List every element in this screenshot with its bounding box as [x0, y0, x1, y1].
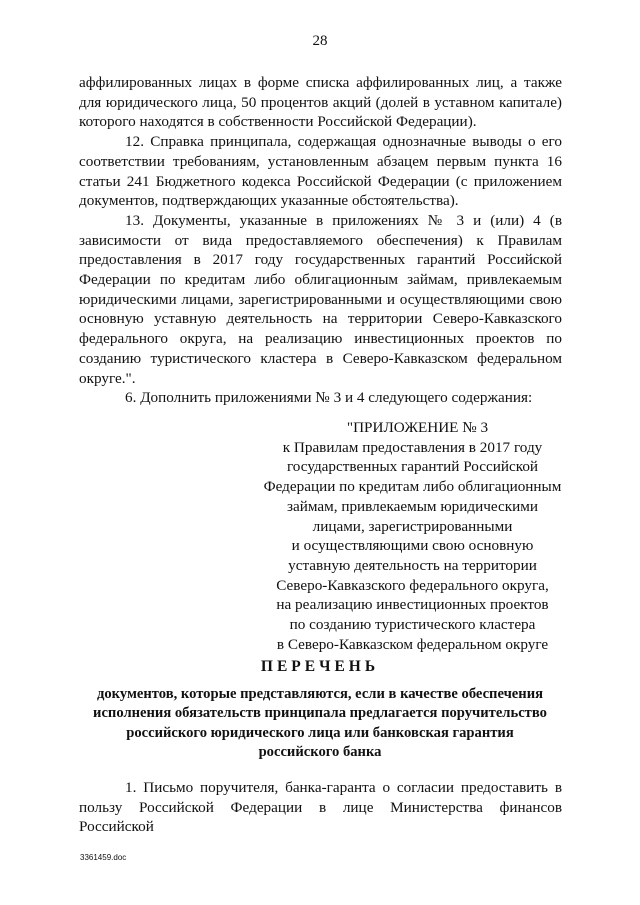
paragraph-item-13: 13. Документы, указанные в приложениях № 3 и (или) 4 (в зависимости от вида предоставляемого обеспечения) к Правилам предоставления в 2017 году государственных гарантий Российской Федерации по кредитам либо облигационным займам, привлекаемым юридическими лицами, зарегистрированными и осуществляющими свою основную уставную деятельность на территории Северо-Кавказского федерального округа, на реализацию инвестиционных проектов по созданию туристического кластера в Северо-Кавказском федеральном округе.".: [79, 211, 562, 387]
appendix-header-line: на реализацию инвестиционных проектов: [276, 596, 549, 614]
appendix-header-line: и осуществляющими свою основную: [291, 537, 534, 555]
appendix-header-line: к Правилам предоставления в 2017 году: [282, 438, 543, 456]
appendix-title: "ПРИЛОЖЕНИЕ № 3: [346, 419, 489, 436]
paragraph-item-12: 12. Справка принципала, содержащая однозначные выводы о его соответствии требованиям, установленным абзацем первым пункта 16 статьи 241 Бюджетного кодекса Российской Федерации (с приложением документов, подтверждающих указанные обстоятельства).: [79, 133, 562, 210]
page-number: 28: [312, 33, 328, 49]
appendix-header-line: Федерации по кредитам либо облигационным: [263, 478, 562, 496]
body-text-bottom: [79, 778, 562, 837]
appendix-header-line: лицами, зарегистрированными: [312, 517, 513, 535]
appendix-header-line: займам, привлекаемым юридическими: [287, 497, 538, 515]
appendix-header-line: по созданию туристического кластера: [289, 616, 536, 634]
appendix-header-line: уставную деятельность на территории: [288, 556, 537, 574]
list-subtitle-line: исполнения обязательств принципала предлагается поручительство: [93, 705, 547, 722]
appendix-header-line: государственных гарантий Российской: [286, 458, 539, 476]
paragraph-list-item-1: 1. Письмо поручителя, банка-гаранта о согласии предоставить в пользу Российской Федерации в лице Министерства финансов Российской: [79, 779, 562, 836]
paragraph-affiliated-continuation: аффилированных лицах в форме списка аффилированных лиц, а также для юридического лица, 50 процентов акций (долей в уставном капитале) которого находятся в собственности Российской Федерации).: [79, 74, 562, 131]
list-subtitle-line: российского юридического лица или банковская гарантия: [126, 724, 514, 741]
appendix-header: [260, 418, 565, 654]
list-subtitle-line: документов, которые представляются, если в качестве обеспечения: [96, 686, 543, 702]
paragraph-item-6: 6. Дополнить приложениями № 3 и 4 следующего содержания:: [125, 389, 533, 407]
body-text-top: [79, 73, 562, 408]
appendix-header-line: Северо-Кавказского федерального округа,: [276, 576, 549, 594]
appendix-header-line: в Северо-Кавказском федеральном округе: [276, 635, 549, 653]
list-subtitle-line: российского банка: [258, 744, 382, 761]
document-id: 3361459.doc: [80, 853, 127, 862]
list-title: ПЕРЕЧЕНЬ: [260, 658, 380, 675]
list-subtitle: [70, 685, 570, 763]
